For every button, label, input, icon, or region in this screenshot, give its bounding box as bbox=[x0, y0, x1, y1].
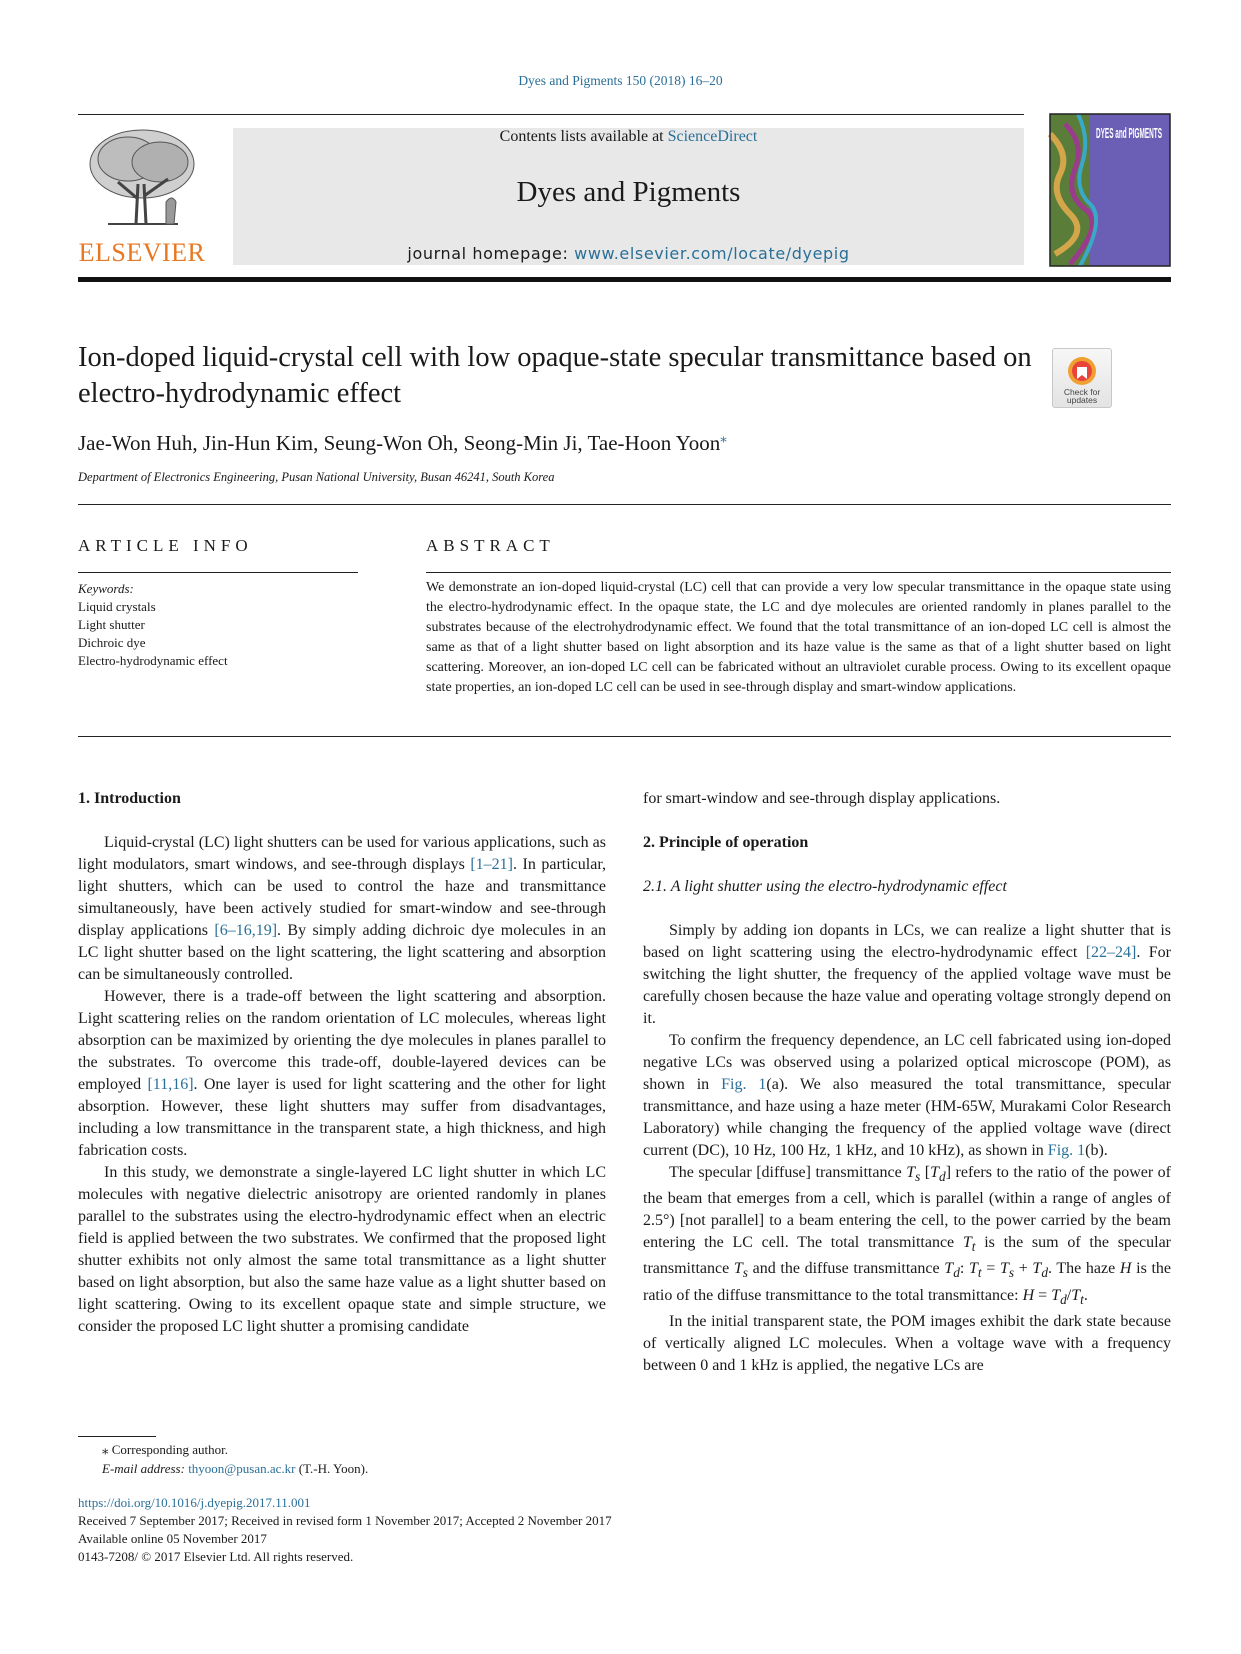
keywords-list bbox=[78, 580, 228, 670]
keyword-item: Electro-hydrodynamic effect bbox=[78, 653, 228, 668]
figure-link[interactable]: Fig. 1 bbox=[721, 1076, 767, 1093]
doi-link[interactable]: https://doi.org/10.1016/j.dyepig.2017.11.001 bbox=[78, 1495, 311, 1510]
header-thick-rule bbox=[78, 277, 1171, 282]
citation-link[interactable]: [6–16,19] bbox=[214, 922, 278, 939]
paragraph: In this study, we demonstrate a single-layered LC light shutter in which LC molecules with negative dielectric anisotropy are oriented randomly in planes parallel to the substrates using the electro-hydrodynamic effect when an electric field is applied between the two substrates. We confirmed that the proposed light shutter exhibits not only almost the same total transmittance as a light shutter based on light absorption, but also the same haze value as a light shutter based on light scattering. Owing to its excellent opaque state and simple structure, we consider the proposed LC light shutter a promising candidate bbox=[78, 1164, 606, 1335]
keyword-item: Light shutter bbox=[78, 617, 145, 632]
paragraph: In the initial transparent state, the POM images exhibit the dark state because of vertically aligned LC molecules. When a voltage wave with a frequency between 0 and 1 kHz is applied, the negative LCs are bbox=[643, 1312, 1171, 1374]
divider bbox=[78, 736, 1171, 737]
email-line: E-mail address: thyoon@pusan.ac.kr (T.-H. Yoon). bbox=[102, 1461, 369, 1476]
journal-reference[interactable]: Dyes and Pigments 150 (2018) 16–20 bbox=[518, 73, 723, 88]
keywords-label: Keywords: bbox=[78, 581, 134, 596]
available-online: Available online 05 November 2017 bbox=[78, 1531, 267, 1546]
figure-link[interactable]: Fig. 1 bbox=[1047, 1142, 1086, 1159]
check-updates-icon bbox=[1053, 349, 1111, 407]
divider bbox=[78, 504, 1171, 505]
email-link[interactable]: thyoon@pusan.ac.kr bbox=[188, 1461, 296, 1476]
divider bbox=[78, 572, 358, 573]
keyword-item: Liquid crystals bbox=[78, 599, 156, 614]
abstract-heading: ABSTRACT bbox=[426, 536, 555, 555]
paragraph: Liquid-crystal (LC) light shutters can be used for various applications, such as light modulators, smart windows, and see-through displays [1–21]. In particular, light shutters, which can be used to control the haze and transmittance simultaneously, have been actively studied for smart-window and see-through display applications [6–16,19]. By simply adding dichroic dye molecules in an LC light shutter based on the light scattering, the light scattering and absorption can be simultaneously controlled. bbox=[78, 834, 607, 983]
section-heading: 2. Principle of operation bbox=[643, 834, 809, 851]
journal-title: Dyes and Pigments bbox=[516, 176, 741, 208]
citation-link[interactable]: [11,16] bbox=[147, 1076, 194, 1093]
contents-line: Contents lists available at ScienceDirect bbox=[499, 128, 758, 145]
paragraph: However, there is a trade-off between the light scattering and absorption. Light scattering relies on the random orientation of LC molecules, whereas light absorption can be maximized by orienting the dye molecules in planes parallel to the substrates. To overcome this trade-off, double-layered devices can be employed [11,16]. One layer is used for light scattering and the other for light absorption. However, these light shutters may suffer from disadvantages, including a low transmittance in the transparent state, a high thickness, and high fabrication costs. bbox=[78, 988, 607, 1159]
journal-cover-image bbox=[1050, 114, 1170, 266]
corresponding-author-marker[interactable]: ⁎ bbox=[720, 430, 727, 445]
sciencedirect-link[interactable]: ScienceDirect bbox=[667, 128, 758, 145]
publication-info bbox=[78, 1494, 612, 1566]
homepage-link[interactable]: www.elsevier.com/locate/dyepig bbox=[574, 244, 850, 263]
svg-text:Check for: Check for bbox=[1063, 387, 1101, 397]
citation-link[interactable]: [1–21] bbox=[470, 856, 513, 873]
paragraph: Simply by adding ion dopants in LCs, we can realize a light shutter that is based on light scattering using the electro-hydrodynamic effect [22–24]. For switching the light shutter, the frequency of the applied voltage wave must be carefully chosen because the haze value and operating voltage strongly depend on it. bbox=[643, 922, 1171, 1027]
publisher-logo-text: ELSEVIER bbox=[78, 238, 206, 267]
corresponding-author-note: ⁎ Corresponding author. bbox=[102, 1442, 229, 1457]
check-updates-label bbox=[1111, 349, 1112, 350]
body-column-left bbox=[78, 788, 606, 1338]
paragraph: To confirm the frequency dependence, an LC cell fabricated using ion-doped negative LCs was observed using a polarized optical microscope (POM), as shown in Fig. 1(a). We also measured the total transmittance, specular transmittance, and haze using a haze meter (HM-65W, Murakami Color Research Laboratory) while changing the frequency of the applied voltage wave (direct current (DC), 10 Hz, 100 Hz, 1 kHz, and 10 kHz), as shown in Fig. 1(b). bbox=[643, 1032, 1171, 1159]
citation-link[interactable]: [22–24] bbox=[1085, 944, 1137, 961]
footnote-rule bbox=[78, 1436, 156, 1437]
paragraph-continued: for smart-window and see-through display applications. bbox=[643, 790, 1001, 807]
copyright: 0143-7208/ © 2017 Elsevier Ltd. All rights reserved. bbox=[78, 1549, 354, 1564]
affiliation: Department of Electronics Engineering, Pusan National University, Busan 46241, South Korea bbox=[78, 470, 555, 484]
author-list: Jae-Won Huh, Jin-Hun Kim, Seung-Won Oh, Seong-Min Ji, Tae-Hoon Yoon⁎ bbox=[78, 430, 727, 455]
paragraph: The specular [diffuse] transmittance $T_s$ $[T_d]$ refers to the ratio of the power of the beam that emerges from a cell, which is parallel (within a range of angles of 2.5°) [not parallel] to a beam entering the cell, to the power carried by the beam entering the LC cell. The total transmittance $T_t$ is the sum of the specular transmittance $T_s$ and the diffuse transmittance $T_d$: $T_t = T_s + T_d$. The haze H is the ratio of the diffuse transmittance to the total transmittance: $H = T_d/T_t$. bbox=[643, 1164, 1172, 1307]
homepage-line: journal homepage: www.elsevier.com/locate/dyepig bbox=[407, 244, 850, 263]
received-dates: Received 7 September 2017; Received in revised form 1 November 2017; Accepted 2 November 2017 bbox=[78, 1513, 612, 1528]
abstract-text: We demonstrate an ion-doped liquid-crystal (LC) cell that can provide a very low specular transmittance in the opaque state using the electro-hydrodynamic effect. In the opaque state, the LC and dye molecules are oriented randomly in planes parallel to the substrates because of the electrohydrodynamic effect. We found that the total transmittance of an ion-doped LC cell is almost the same as that of a light shutter based on light absorption and its haze value is the same as that of a light shutter based on light scattering. Moreover, an ion-doped LC cell can be fabricated without an ultraviolet curable process. Owing to its excellent opaque state properties, an ion-doped LC cell can be used in see-through display and smart-window applications. bbox=[426, 580, 1171, 695]
header-rule bbox=[78, 114, 1024, 115]
footnote bbox=[78, 1440, 368, 1478]
svg-text:updates: updates bbox=[1066, 395, 1098, 405]
article-info-heading: ARTICLE INFO bbox=[78, 536, 253, 555]
body-column-right bbox=[643, 788, 1171, 1377]
keyword-item: Dichroic dye bbox=[78, 635, 146, 650]
section-heading: 1. Introduction bbox=[78, 790, 181, 807]
divider bbox=[426, 572, 1171, 573]
subsection-heading: 2.1. A light shutter using the electro-hydrodynamic effect bbox=[643, 878, 1007, 895]
check-for-updates-button[interactable] bbox=[1052, 348, 1112, 408]
cover-title: DYES and PIGMENTS bbox=[1096, 125, 1162, 142]
article-title: Ion-doped liquid-crystal cell with low opaque-state specular transmittance based on electro-hydrodynamic effect bbox=[78, 342, 1032, 409]
